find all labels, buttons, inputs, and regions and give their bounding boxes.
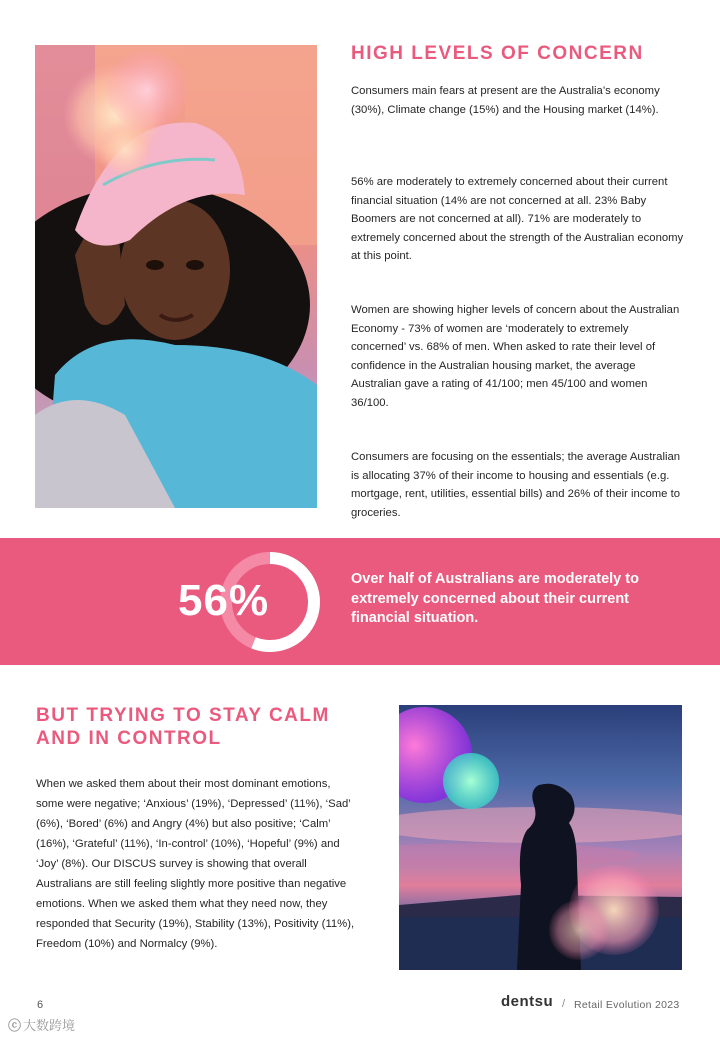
portrait-photo — [35, 45, 317, 508]
stat-caption: Over half of Australians are moderately to extremely concerned about their current financial situation. — [351, 571, 639, 626]
section-heading-calm-line2: AND IN CONTROL — [36, 728, 222, 749]
paragraph-fears: Consumers main fears at present are the Australia’s economy (30%), Climate change (15%) and the Housing market (14%). — [351, 85, 660, 116]
silhouette-illustration — [399, 705, 682, 970]
dentsu-logo: dentsu — [501, 993, 554, 1010]
section-heading-concern: HIGH LEVELS OF CONCERN — [351, 43, 644, 64]
portrait-illustration — [35, 45, 317, 508]
stat-number: 56% — [178, 576, 270, 625]
report-title: Retail Evolution 2023 — [574, 999, 680, 1011]
watermark-text: 大数跨境 — [23, 1018, 76, 1033]
paragraph-women-concern: Women are showing higher levels of concern about the Australian Economy - 73% of women are ‘moderately to extremely concerned’ vs. 68% of men. When asked to rate their level of confidence in the Australian housing market, the average Australian gave a rating of 41/100; men 45/100 and women 36/100. — [351, 304, 680, 409]
watermark — [8, 1015, 75, 1034]
section-heading-calm — [36, 704, 330, 750]
paragraph-financial-concern: 56% are moderately to extremely concerned about their current financial situation (14% are not concerned at all. 23% Baby Boomers are not concerned at all). 71% are moderately to extremely concerned about the strength of the Australian economy at this point. — [351, 176, 684, 263]
section-heading-calm-line1: BUT TRYING TO STAY CALM — [36, 705, 330, 726]
footer-separator: / — [562, 998, 566, 1010]
page-number: 6 — [37, 999, 44, 1011]
silhouette-photo — [399, 705, 682, 970]
watermark-logo-icon: ⓒ — [8, 1018, 22, 1033]
paragraph-emotions: When we asked them about their most dominant emotions, some were negative; ‘Anxious’ (19%), ‘Depressed’ (11%), ‘Sad’ (6%), ‘Bored’ (6%) and Angry (4%) but also positive; ‘Calm’ (16%), ‘Grateful’ (11%), ‘In-control’ (10%), ‘Hopeful’ (9%) and ‘Joy’ (8%). Our DISCUS survey is showing that overall Australians are still feeling slightly more positive than negative emotions. When we asked them what they need now, they responded that Security (19%), Stability (13%), Positivity (11%), Freedom (10%) and Normalcy (9%). — [36, 778, 355, 950]
paragraph-essentials: Consumers are focusing on the essentials; the average Australian is allocating 37% of their income to housing and essentials (e.g. mortgage, rent, utilities, essential bills) and 26% of their income to groceries. — [351, 451, 681, 519]
